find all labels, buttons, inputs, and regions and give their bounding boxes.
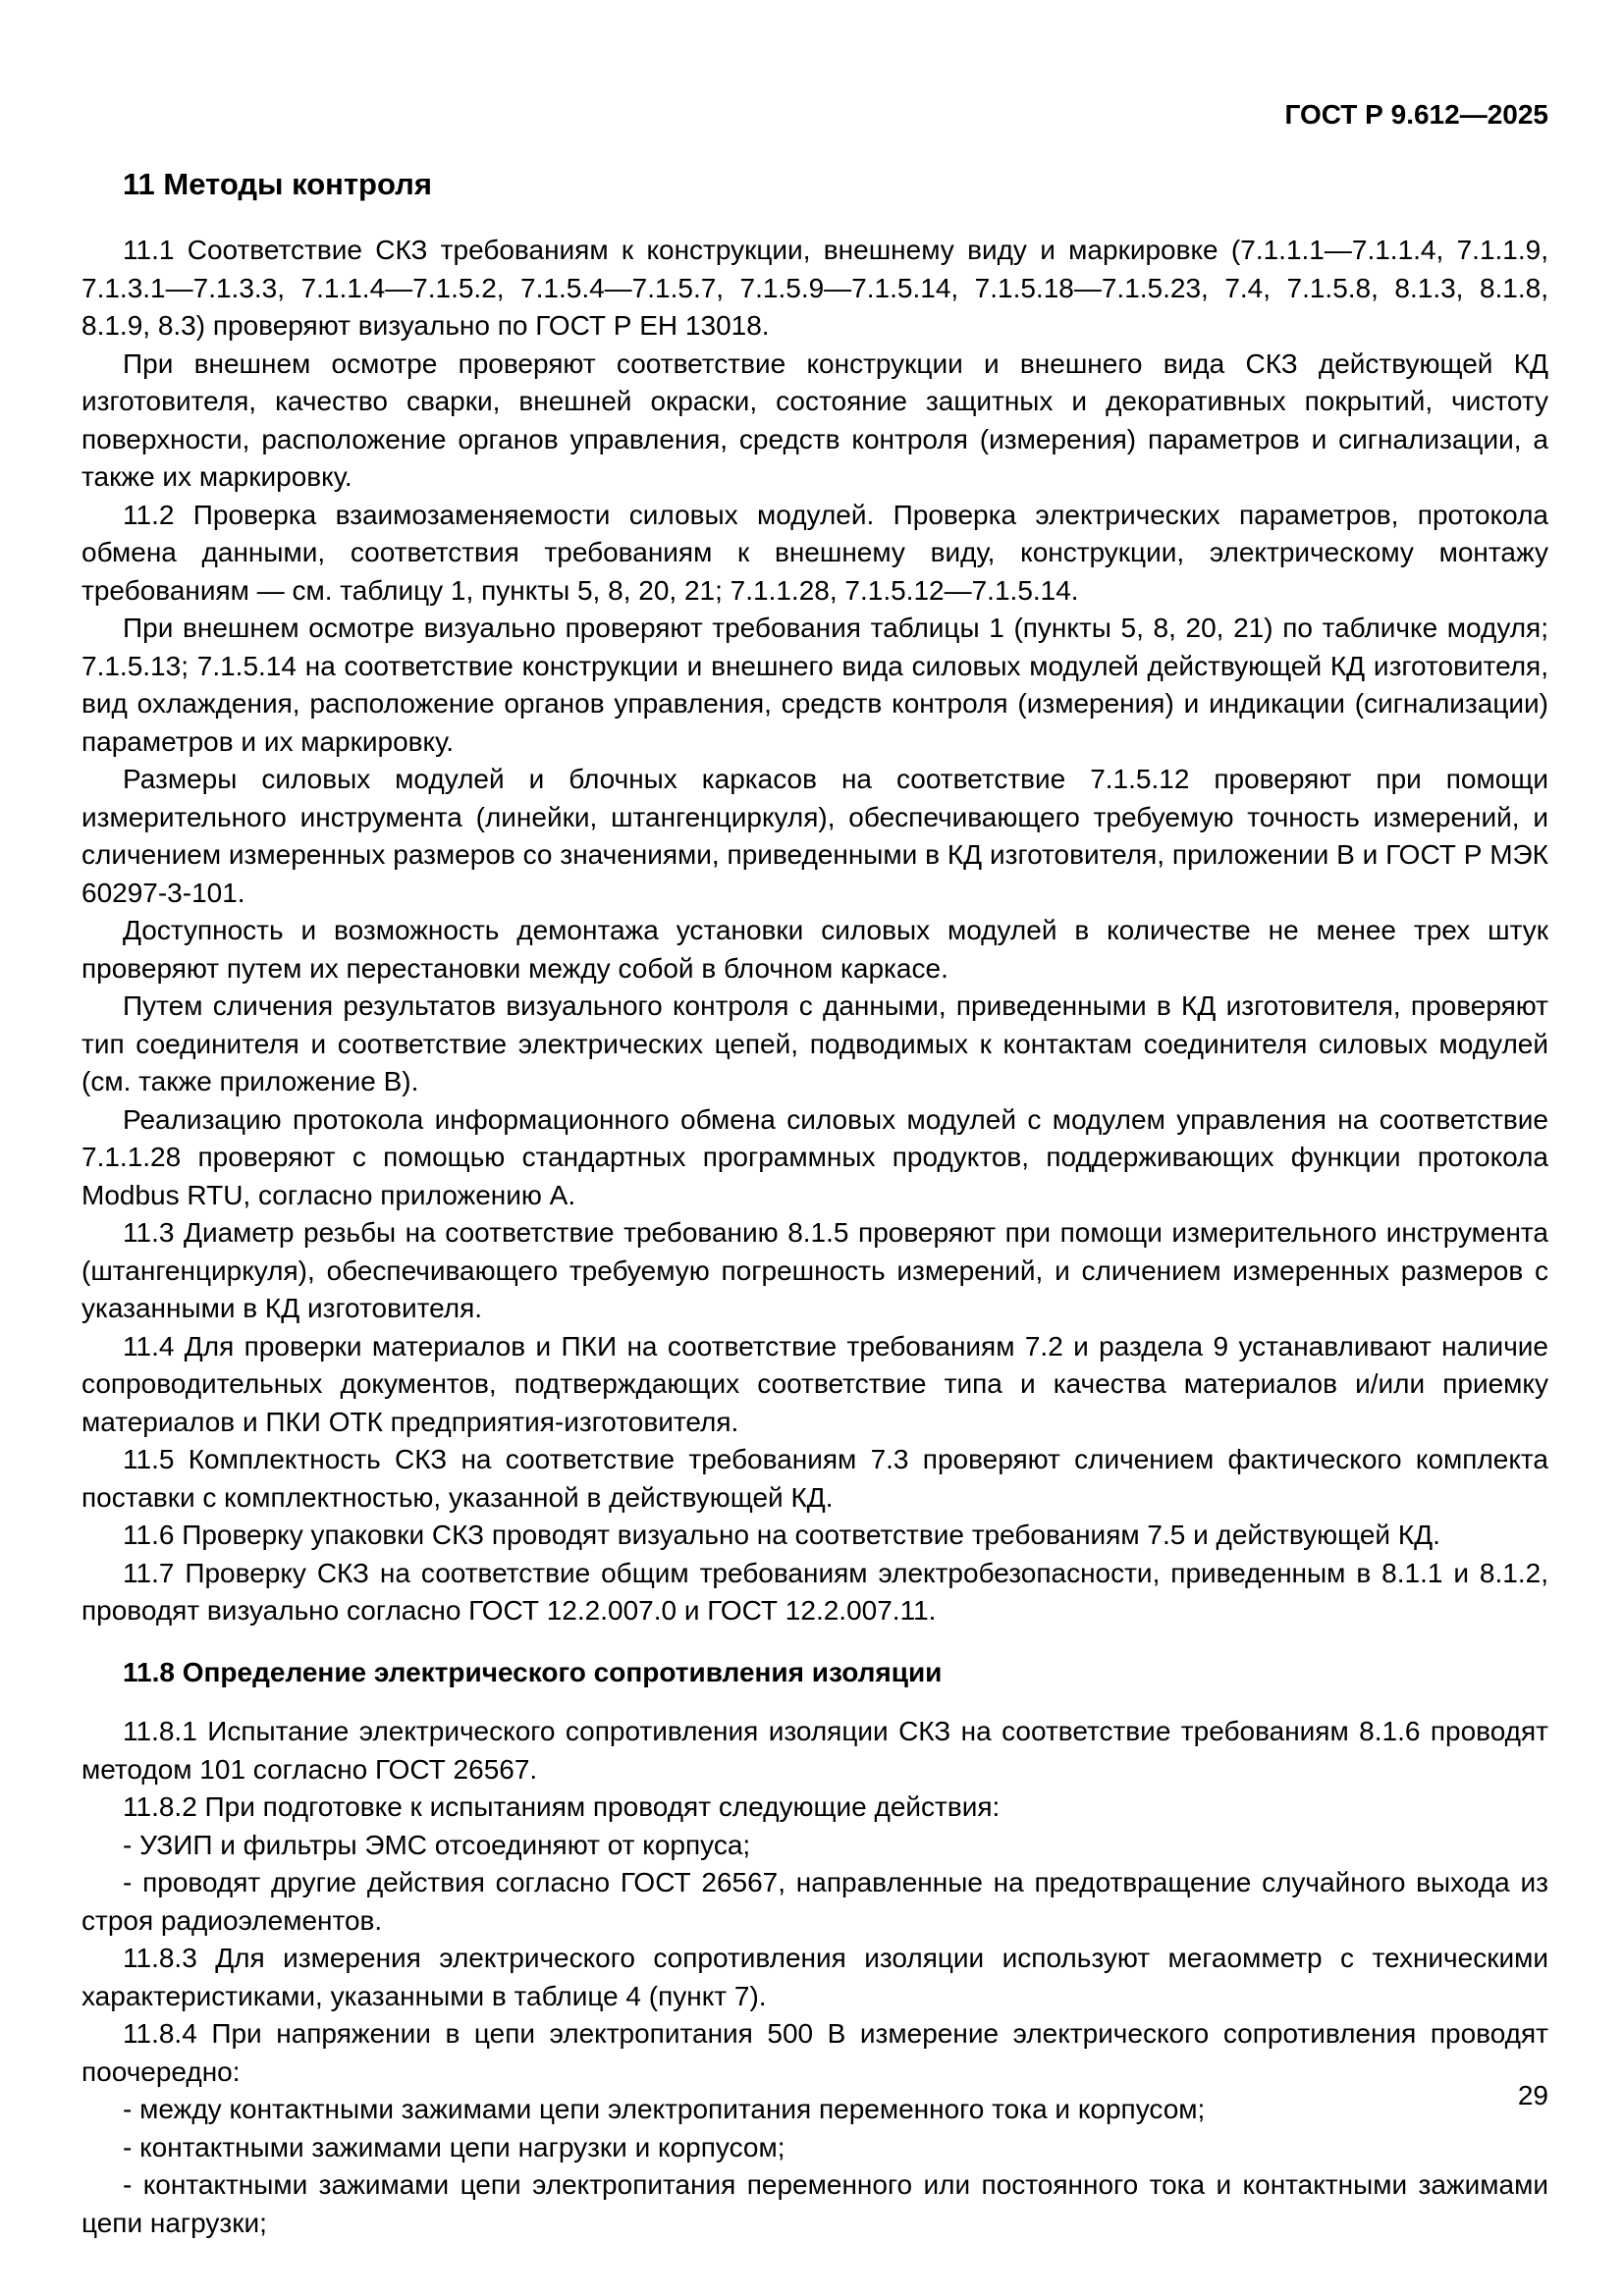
paragraph-11-8-1: 11.8.1 Испытание электрического сопротивления изоляции СКЗ на соответствие требованиям 8.1.6 проводят методом 101 согласно ГОСТ 26567. [81,1716,1548,1785]
paragraph-module-removal: Доступность и возможность демонтажа установки силовых модулей в количестве не менее трех штук проверяют путем их перестановки между собой в блочном каркасе. [81,915,1548,984]
paragraph-11-2-visual-inspection: При внешнем осмотре визуально проверяют требования таблицы 1 (пункты 5, 8, 20, 21) по табличке модуля; 7.1.5.13; 7.1.5.14 на соответствие конструкции и внешнего вида силовых модулей действующей КД изготовителя, вид охлаждения, расположение органов управления, средств контроля (измерения) и индикации (сигнализации) параметров и их маркировку. [81,613,1548,757]
list-item-other-actions: - проводят другие действия согласно ГОСТ 26567, направленные на предотвращение случайного выхода из строя радиоэлементов. [81,1867,1548,1936]
paragraph-11-4: 11.4 Для проверки материалов и ПКИ на соответствие требованиям 7.2 и раздела 9 устанавливают наличие сопроводительных документов, подтверждающих соответствие типа и качества материалов и/или приемку материалов и ПКИ ОТК предприятия-изготовителя. [81,1330,1548,1437]
paragraph-connector-check: Путем сличения результатов визуального контроля с данными, приведенными в КД изготовителя, проверяют тип соединителя и соответствие электрических цепей, подводимых к контактам соединителя силовых модулей (см. также приложение В). [81,990,1548,1096]
subsection-title-11-8: 11.8 Определение электрического сопротивления изоляции [123,1656,943,1687]
list-item-ac-terminals: - между контактными зажимами цепи электропитания переменного тока и корпусом; [123,2094,1206,2124]
page-number: 29 [1517,2080,1548,2110]
paragraph-11-8-4: 11.8.4 При напряжении в цепи электропитания 500 В измерение электрического сопротивления проводят поочередно: [81,2018,1548,2087]
page-content [81,98,1548,2242]
paragraph-11-1-visual-inspection: При внешнем осмотре проверяют соответствие конструкции и внешнего вида СКЗ действующей КД изготовителя, качество сварки, внешней окраски, состояние защитных и декоративных покрытий, чистоту поверхности, расположение органов управления, средств контроля (измерения) параметров и сигнализации, а также их маркировку. [81,347,1548,492]
paragraph-11-5: 11.5 Комплектность СКЗ на соответствие требованиям 7.3 проверяют сличением фактического комплекта поставки с комплектностью, указанной в действующей КД. [81,1444,1548,1513]
list-item-ac-dc-terminals: - контактными зажимами цепи электропитания переменного или постоянного тока и контактными зажимами цепи нагрузки; [81,2169,1548,2238]
paragraph-11-8-3: 11.8.3 Для измерения электрического сопротивления изоляции используют мегаомметр с техническими характеристиками, указанными в таблице 4 (пункт 7). [81,1943,1548,2011]
paragraph-11-6: 11.6 Проверку упаковки СКЗ проводят визуально на соответствие требованиям 7.5 и действующей КД. [123,1520,1440,1550]
document-code: ГОСТ Р 9.612—2025 [1284,99,1548,130]
paragraph-module-dimensions: Размеры силовых модулей и блочных каркасов на соответствие 7.1.5.12 проверяют при помощи измерительного инструмента (линейки, штангенциркуля), обеспечивающего требуемую точность измерений, и сличением измеренных размеров со значениями, приведенными в КД изготовителя, приложении В и ГОСТ Р МЭК 60297-3-101. [81,764,1548,908]
paragraph-11-3: 11.3 Диаметр резьбы на соответствие требованию 8.1.5 проверяют при помощи измерительного инструмента (штангенциркуля), обеспечивающего требуемую погрешность измерений, и сличением измеренных размеров с указанными в КД изготовителя. [81,1217,1548,1323]
paragraph-11-1: 11.1 Соответствие СКЗ требованиям к конструкции, внешнему виду и маркировке (7.1.1.1—7.1.1.4, 7.1.1.9, 7.1.3.1—7.1.3.3, 7.1.1.4—7.1.5.2, 7.1.5.4—7.1.5.7, 7.1.5.9—7.1.5.14, 7.1.5.18—7.1.5.23, 7.4, 7.1.5.8, 8.1.3, 8.1.8, 8.1.9, 8.3) проверяют визуально по ГОСТ Р ЕН 13018. [81,235,1548,341]
paragraph-modbus-protocol: Реализацию протокола информационного обмена силовых модулей с модулем управления на соответствие 7.1.1.28 проверяют с помощью стандартных программных продуктов, поддерживающих функции протокола Modbus RTU, согласно приложению А. [81,1103,1548,1210]
list-item-load-terminals: - контактными зажимами цепи нагрузки и корпусом; [123,2131,785,2163]
paragraph-11-2: 11.2 Проверка взаимозаменяемости силовых модулей. Проверка электрических параметров, протокола обмена данными, соответствия требованиям к внешнему виду, конструкции, электрическому монтажу требованиям — см. таблицу 1, пункты 5, 8, 20, 21; 7.1.1.28, 7.1.5.12—7.1.5.14. [81,499,1548,606]
page-header [81,98,1548,132]
paragraph-11-8-2: 11.8.2 При подготовке к испытаниям проводят следующие действия: [123,1791,1001,1822]
paragraph-11-7: 11.7 Проверку СКЗ на соответствие общим требованиям электробезопасности, приведенным в 8.1.1 и 8.1.2, проводят визуально согласно ГОСТ 12.2.007.0 и ГОСТ 12.2.007.11. [81,1557,1548,1626]
list-item-uzip: - УЗИП и фильтры ЭМС отсоединяют от корпуса; [123,1829,751,1860]
section-title: 11 Методы контроля [123,167,432,201]
